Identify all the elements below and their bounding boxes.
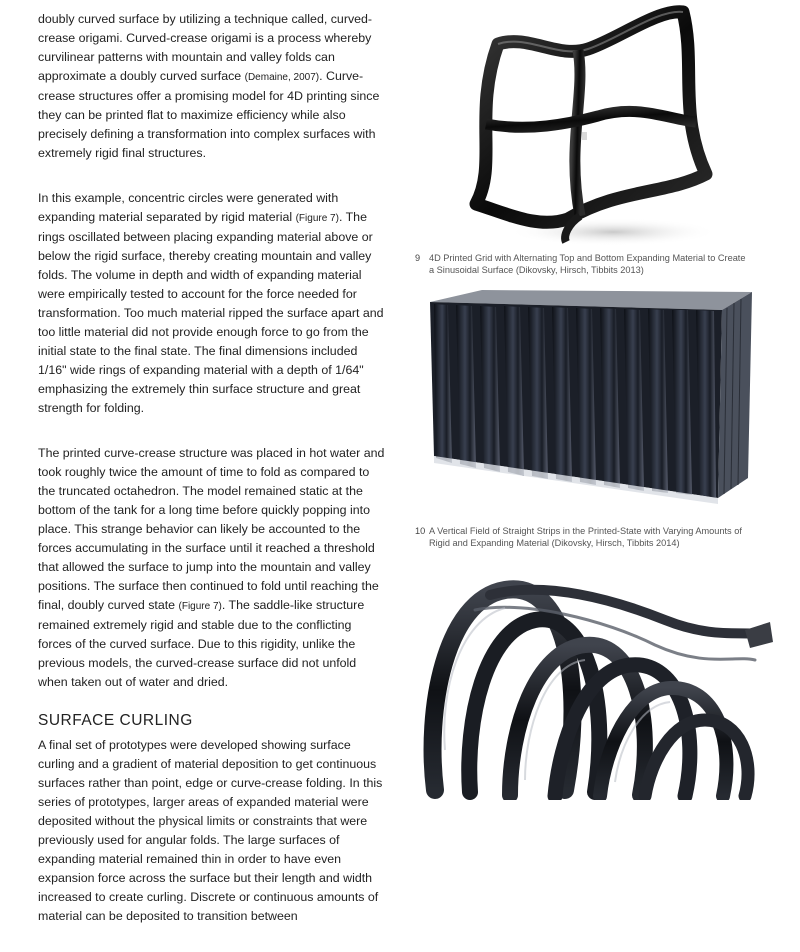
- figure-9-caption-text: 4D Printed Grid with Alternating Top and Bottom Expanding Material to Create a Sinusoidal Surface (Dikovsky, Hirsch, Tibbits 2013): [429, 253, 746, 275]
- citation: (Demaine, 2007): [244, 72, 320, 83]
- figure-11-image: [415, 560, 775, 800]
- text-column: [38, 10, 388, 952]
- paragraph-3-tail: . The saddle-like structure remained extremely rigid and stable due to the conflicting forces of the curved surface. Due to this rigidity, unlike the previous models, the curved-crease surface did not unfold when taken out of water and dried.: [38, 598, 365, 689]
- curl-end-tab: [745, 622, 773, 648]
- paragraph-1-tail: . Curve-crease structures offer a promising model for 4D printing since they can be printed flat to maximize efficiency while also precisely defining a transformation into complex surfaces with extremely rigid final structures.: [38, 69, 380, 160]
- paragraph-2-tail: . The rings oscillated between placing expanding material above or below the rigid surface, thereby creating mountain and valley folds. The volume in depth and width of expanding material were empirically tested to account for the force needed for transformation. Too much material ripped the surface apart and too little material did not provide enough force to go from the initial state to the final state. The final dimensions included 1/16" wide rings of expanding material with a depth of 1/64" emphasizing the extremely thin surface structure and great strength for folding.: [38, 210, 384, 415]
- paragraph-2: [38, 189, 388, 418]
- figure-10-image: [422, 288, 760, 518]
- figure-10-number: 10: [415, 526, 426, 536]
- figure-reference: (Figure 7): [295, 213, 339, 224]
- figure-9-image: [468, 4, 718, 248]
- paragraph-3-text: The printed curve-crease structure was placed in hot water and took roughly twice the amount of time to fold as compared to the truncated octahedron. The model remained static at the bottom of the tank for a long time before quickly popping into place. This strange behavior can likely be accounted to the forces accumulating in the surface until it reached a threshold that allowed the surface to jump into the mountain and valley positions. The surface then continued to fold until reaching the final, doubly curved state: [38, 446, 385, 612]
- grid-horizontal-bar: [486, 111, 696, 127]
- figure-9-number: 9: [415, 253, 421, 263]
- paragraph-1: [38, 10, 388, 163]
- figure-10-caption-text: A Vertical Field of Straight Strips in the Printed-State with Varying Amounts of Rigid and Expanding Material (Dikovsky, Hirsch, Tibbits 2014): [429, 526, 742, 548]
- grid-marker: [582, 132, 587, 140]
- paragraph-4: A final set of prototypes were developed showing surface curling and a gradient of material deposition to get continuous surfaces rather than point, edge or curve-crease folding. In this series of prototypes, larger areas of expanded material were deposited without the physical limits or constraints that were previously used for angular folds. The large surfaces of expanding material remained thin in order to have even expansion force across the surface but their length and width increased to create curling. Discrete or continuous amounts of material can be deposited to transition between: [38, 738, 383, 923]
- grid-vertical-bar: [575, 50, 580, 216]
- strip-field-side: [718, 292, 752, 498]
- paragraph-1-text: doubly curved surface by utilizing a technique called, curved-crease origami. Curved-crease origami is a process whereby curvilinear patterns with mountain and valley folds can approximate a doubly curved surface: [38, 12, 373, 83]
- figure-reference: (Figure 7): [178, 601, 222, 612]
- paragraph-3: [38, 444, 388, 692]
- paragraph-2-text: In this example, concentric circles were generated with expanding material separated by rigid material: [38, 191, 339, 224]
- section-heading: SURFACE CURLING: [38, 712, 193, 729]
